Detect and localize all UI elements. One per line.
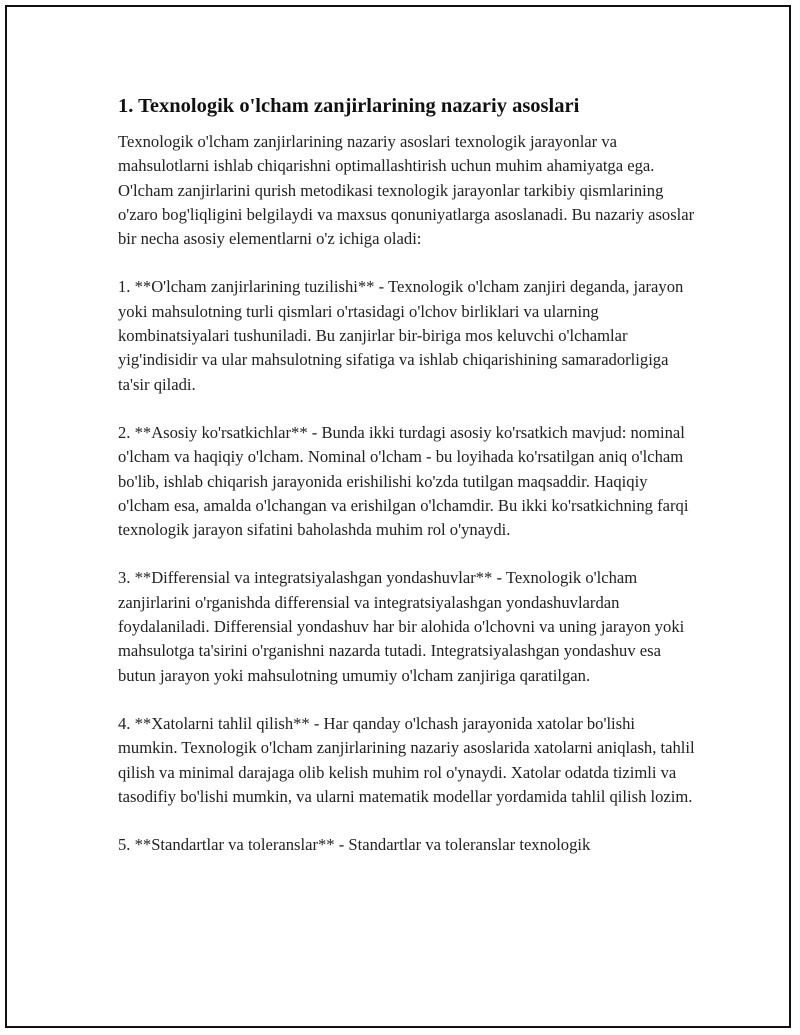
list-item-errors: 4. **Xatolarni tahlil qilish** - Har qanday o'lchash jarayonida xatolar bo'lishi mumkin. Texnologik o'lcham zanjirlarining nazariy asoslarida xatolarni aniqlash, tahlil qilish va minimal darajaga olib kelish muhim rol o'ynaydi. Xatolar odatda tizimli va tasodifiy bo'lishi mumkin, va ularni matematik modellar yordamida tahlil qilish lozim. (118, 713, 695, 806)
list-item-approaches: 3. **Differensial va integratsiyalashgan yondashuvlar** - Texnologik o'lcham zanjirlarini o'rganishda differensial va integratsiyalashgan yondashuvlardan foydalaniladi. Differensial yondashuv har bir alohida o'lchovni va uning jarayon yoki mahsulotga ta'sirini o'rganishni nazarda tutadi. Integratsiyalashgan yondashuv esa butun jarayon yoki mahsulotning umumiy o'lcham zanjiriga qaratilgan. (118, 568, 685, 685)
intro-paragraph: Texnologik o'lcham zanjirlarining nazariy asoslari texnologik jarayonlar va mahsulotlarni ishlab chiqarishni optimallashtirish uchun muhim ahamiyatga ega. O'lcham zanjirlarini qurish metodikasi texnologik jarayonlar tarkibiy qismlarining o'zaro bog'liqligini belgilaydi va maxsus qonuniyatlarga asoslanadi. Bu nazariy asoslar bir necha asosiy elementlarni o'z ichiga oladi: (118, 132, 695, 249)
list-item-indicators: 2. **Asosiy ko'rsatkichlar** - Bunda ikki turdagi asosiy ko'rsatkich mavjud: nominal o'lcham va haqiqiy o'lcham. Nominal o'lcham - bu loyihada ko'rsatilgan aniq o'lcham bo'lib, ishlab chiqarish jarayonida erishilishi ko'zda tutilgan maqsaddir. Haqiqiy o'lcham esa, amalda o'lchangan va erishilgan o'lchamdir. Bu ikki ko'rsatkichning farqi texnologik jarayon sifatini baholashda muhim rol o'ynaydi. (118, 422, 689, 540)
section-heading: 1. Texnologik o'lcham zanjirlarining nazariy asoslari (118, 95, 580, 117)
list-item-standards: 5. **Standartlar va toleranslar** - Standartlar va toleranslar texnologik (118, 835, 591, 855)
document-body (118, 92, 698, 881)
list-item-structure: 1. **O'lcham zanjirlarining tuzilishi** - Texnologik o'lcham zanjiri deganda, jarayon yoki mahsulotning turli qismlari o'rtasidagi o'lchov birliklari va ularning kombinatsiyalari tushuniladi. Bu zanjirlar bir-biriga mos keluvchi o'lchamlar yig'indisidir va ular mahsulotning sifatiga va ishlab chiqarishining samaradorligiga ta'sir qiladi. (118, 277, 684, 394)
